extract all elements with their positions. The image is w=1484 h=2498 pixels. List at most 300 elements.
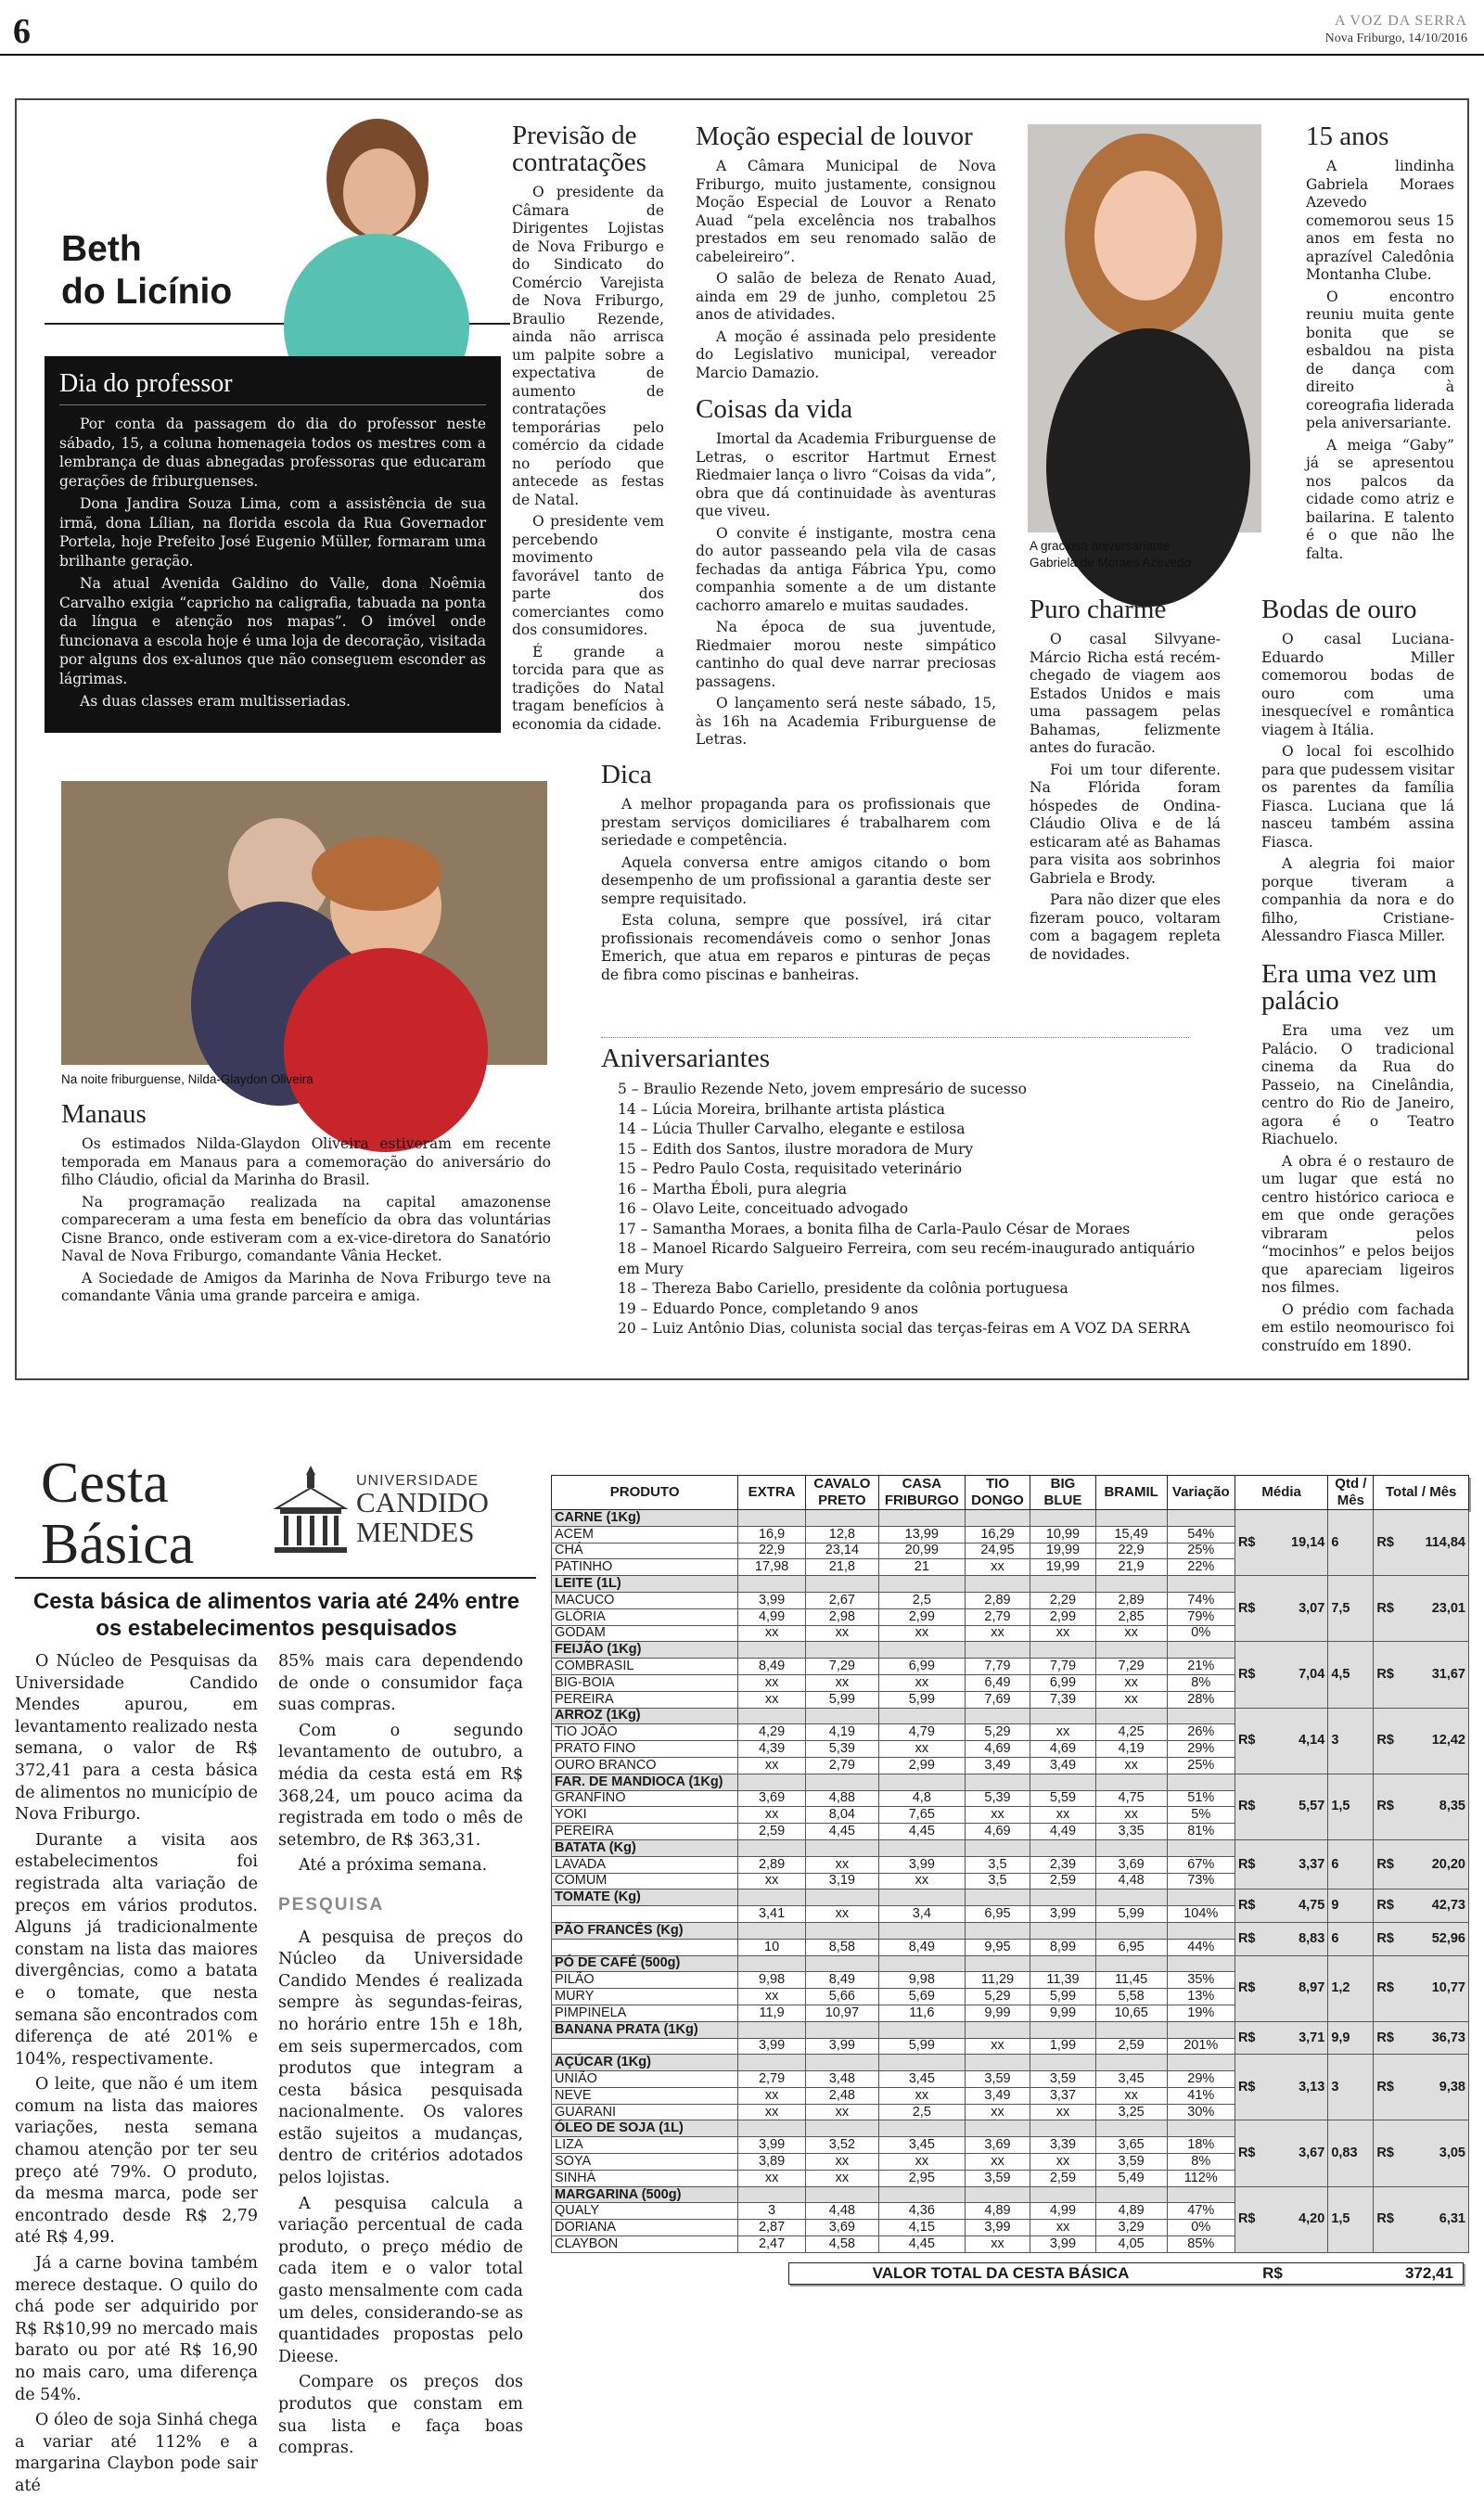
gabriela-caption: A graciosa aniversariante Gabriela de Moraes Azevedo: [1030, 539, 1192, 570]
puro-paragraph: O casal Silvyane-Márcio Richa está recém-chegado de viagem aos Estados Unidos e mais uma passagem pelas Bahamas, felizmente antes do furacão.: [1030, 631, 1221, 756]
price-cell: 3,4: [878, 1906, 965, 1923]
qtd-cell: 3: [1328, 2055, 1374, 2120]
bodas-section: [1261, 596, 1454, 950]
price-cell: xx: [965, 1807, 1030, 1824]
price-cell: 11,45: [1095, 1972, 1167, 1989]
bodas-paragraph: O local foi escolhido para que pudessem visitar os parentes da família Fiasca. Luciana que lá nasceu também assina Fiasca.: [1261, 743, 1454, 851]
price-cell: xx: [878, 1873, 965, 1890]
price-cell: 19,99: [1030, 1543, 1095, 1559]
cesta-rule: [15, 1577, 536, 1579]
dia-professor-title: Dia do professor: [59, 369, 486, 405]
quinze-section: [1306, 122, 1454, 567]
price-cell: 7,79: [965, 1659, 1030, 1675]
bodas-paragraph: O casal Luciana-Eduardo Miller comemorou bodas de ouro com uma inesquecível e romântica viagem à Itália.: [1261, 631, 1454, 738]
price-cell: 2,85: [1095, 1608, 1167, 1625]
media-cell: R$ 4,75: [1235, 1890, 1327, 1923]
variation-cell: 47%: [1167, 2203, 1235, 2220]
price-cell: 3,45: [1095, 2071, 1167, 2088]
price-cell: 3,99: [1030, 1906, 1095, 1923]
price-cell: 3,49: [1030, 1757, 1095, 1774]
price-cell: 4,19: [1095, 1741, 1167, 1758]
price-cell: xx: [878, 2087, 965, 2104]
variation-cell: 19%: [1167, 2005, 1235, 2021]
product-name-cell: [552, 2038, 738, 2055]
price-cell: xx: [805, 1674, 878, 1691]
price-cell: xx: [1095, 1807, 1167, 1824]
category-label: FAR. DE MANDIOCA (1Kg): [552, 1774, 738, 1790]
bodas-paragraph: A alegria foi maior porque tiveram a companhia da nora e do filho, Cristiane-Alessandro Fiasca Miller.: [1261, 855, 1454, 944]
dia-professor-paragraph: Dona Jandira Souza Lima, com a assistência de sua irmã, dona Lílian, na florida escola da Rua Governador Portela, hoje Prefeito José Eugenio Müller, formaram uma brilhante geração.: [59, 495, 486, 570]
list-item: 16 – Olavo Leite, conceituado advogado: [618, 1200, 909, 1217]
mocao-section: [696, 122, 996, 753]
price-cell: 3,52: [805, 2137, 878, 2154]
price-cell: xx: [738, 1674, 806, 1691]
previsao-paragraph: O presidente vem percebendo movimento favorável tanto de parte dos comerciantes como dos consumidores.: [512, 513, 664, 638]
total-cell: R$ 52,96: [1374, 1922, 1469, 1955]
table-category-row: [552, 1576, 1469, 1593]
price-cell: 8,99: [1030, 1939, 1095, 1955]
product-name-cell: NEVE: [552, 2087, 738, 2104]
price-cell: 3,59: [965, 2071, 1030, 2088]
price-cell: xx: [805, 1856, 878, 1873]
table-category-row: [552, 1890, 1469, 1906]
variation-cell: 74%: [1167, 1592, 1235, 1608]
price-cell: 22,9: [738, 1543, 806, 1559]
price-cell: 3,49: [965, 2087, 1030, 2104]
price-cell: 4,25: [1095, 1724, 1167, 1741]
variation-cell: 81%: [1167, 1824, 1235, 1840]
total-cell: R$ 10,77: [1374, 1955, 1469, 2021]
price-cell: 12,8: [805, 1526, 878, 1543]
price-cell: 8,49: [878, 1939, 965, 1955]
price-cell: 3,99: [878, 1856, 965, 1873]
price-cell: 3,99: [805, 2038, 878, 2055]
price-cell: 11,6: [878, 2005, 965, 2021]
price-cell: 4,48: [805, 2203, 878, 2220]
price-cell: 3: [738, 2203, 806, 2220]
price-cell: 5,39: [965, 1790, 1030, 1807]
price-cell: 21,9: [1095, 1559, 1167, 1576]
qtd-cell: 0,83: [1328, 2120, 1374, 2186]
product-name-cell: PRATO FINO: [552, 1741, 738, 1758]
couple-photo: [61, 781, 547, 1065]
product-name-cell: [552, 1906, 738, 1923]
price-cell: 10,99: [1030, 1526, 1095, 1543]
price-cell: xx: [738, 2087, 806, 2104]
price-cell: 6,99: [878, 1659, 965, 1675]
dia-professor-paragraph: Na atual Avenida Galdino do Valle, dona Noêmia Carvalho exigia “capricho na caligrafia, tabuada na ponta da língua e atenção nos mapas”. O imóvel onde funcionava a escola hoje é uma loja de decoração, visitada por alguns dos ex-alunos que não conseguem esconder as lágrimas.: [59, 575, 486, 687]
qtd-cell: 6: [1328, 1922, 1374, 1955]
price-cell: 9,95: [965, 1939, 1030, 1955]
dateline: Nova Friburgo, 14/10/2016: [1324, 32, 1467, 45]
price-cell: xx: [965, 2038, 1030, 2055]
price-cell: 7,79: [1030, 1659, 1095, 1675]
price-cell: 5,58: [1095, 1989, 1167, 2005]
price-cell: 2,95: [878, 2170, 965, 2186]
palacio-paragraph: Era uma vez um Palácio. O tradicional cinema da Rua do Passeio, na Cinelândia, centro do Rio de Janeiro, agora é o Teatro Riachuelo.: [1261, 1022, 1454, 1147]
price-cell: 2,59: [1030, 1873, 1095, 1890]
variation-cell: 0%: [1167, 1625, 1235, 1642]
puro-paragraph: Foi um tour diferente. Na Flórida foram hóspedes de Ondina-Cláudio Oliva e de lá esticaram até as Bahamas para visita aos sobrinhos Gabriela e Brody.: [1030, 761, 1221, 887]
product-name-cell: GUARANI: [552, 2104, 738, 2120]
cesta-paragraph: Compare os preços dos produtos que constam em sua lista e faça boas compras.: [278, 2373, 523, 2458]
price-cell: 7,69: [965, 1691, 1030, 1708]
price-cell: xx: [738, 2104, 806, 2120]
price-cell: 2,87: [738, 2220, 806, 2236]
table-category-row: [552, 1774, 1469, 1790]
manaus-section: [61, 1100, 551, 1310]
table-category-row: [552, 1510, 1469, 1527]
price-cell: 3,25: [1095, 2104, 1167, 2120]
price-cell: 3,35: [1095, 1824, 1167, 1840]
price-cell: 4,69: [965, 1741, 1030, 1758]
price-cell: 2,5: [878, 2104, 965, 2120]
palacio-paragraph: O prédio com fachada em estilo neomourisco foi construído em 1890.: [1261, 1300, 1454, 1354]
price-cell: 9,98: [738, 1972, 806, 1989]
category-label: PÓ DE CAFÉ (500g): [552, 1955, 738, 1972]
price-cell: 10: [738, 1939, 806, 1955]
price-cell: 11,9: [738, 2005, 806, 2021]
product-name-cell: YOKI: [552, 1807, 738, 1824]
price-cell: 3,69: [965, 2137, 1030, 2154]
mocao-paragraph: A Câmara Municipal de Nova Friburgo, muito justamente, consignou Moção Especial de Louvor a Renato Auad “pela excelência nos trabalhos prestados em seu renomado salão de cabeleireiro”.: [696, 158, 996, 265]
table-category-row: [552, 2055, 1469, 2071]
variation-cell: 0%: [1167, 2220, 1235, 2236]
coisas-title: Coisas da vida: [696, 394, 853, 424]
price-cell: 3,41: [738, 1906, 806, 1923]
price-cell: xx: [965, 2154, 1030, 2171]
total-cell: R$ 9,38: [1374, 2055, 1469, 2120]
col-header-big: BIG BLUE: [1030, 1476, 1095, 1510]
category-label: AÇÚCAR (1Kg): [552, 2055, 738, 2071]
list-item: 18 – Thereza Babo Cariello, presidente da colônia portuguesa: [618, 1280, 1068, 1297]
product-name-cell: GRANFINO: [552, 1790, 738, 1807]
puro-section: [1030, 596, 1221, 967]
col-header-extra: EXTRA: [738, 1476, 806, 1510]
cesta-paragraph: Já a carne bovina também merece destaque. O quilo do chá pode ser adquirido por R$ R$10,99 no mercado mais barato ou por até R$ 16,90 no mais caro, uma diferença de 54%.: [15, 2254, 258, 2404]
product-name-cell: COMBRASIL: [552, 1659, 738, 1675]
product-name-cell: GODAM: [552, 1625, 738, 1642]
price-cell: 3,37: [1030, 2087, 1095, 2104]
price-cell: 22,9: [1095, 1543, 1167, 1559]
price-cell: 3,5: [965, 1856, 1030, 1873]
total-cell: R$ 36,73: [1374, 2021, 1469, 2055]
building-icon: [269, 1460, 352, 1560]
category-label: TOMATE (Kg): [552, 1890, 738, 1906]
variation-cell: 5%: [1167, 1807, 1235, 1824]
price-cell: xx: [965, 2104, 1030, 2120]
price-cell: xx: [878, 1625, 965, 1642]
price-cell: 4,49: [1030, 1824, 1095, 1840]
cesta-total-bar: [788, 2262, 1464, 2285]
media-cell: R$ 3,13: [1235, 2055, 1327, 2120]
table-category-row: [552, 2021, 1469, 2038]
variation-cell: 18%: [1167, 2137, 1235, 2154]
price-cell: 8,04: [805, 1807, 878, 1824]
price-cell: 4,75: [1095, 1790, 1167, 1807]
price-cell: xx: [965, 1625, 1030, 1642]
variation-cell: 26%: [1167, 1724, 1235, 1741]
product-name-cell: PEREIRA: [552, 1824, 738, 1840]
price-cell: 3,69: [738, 1790, 806, 1807]
price-cell: xx: [805, 2104, 878, 2120]
total-cell: R$ 31,67: [1374, 1642, 1469, 1708]
table-category-row: [552, 1642, 1469, 1659]
price-cell: 8,49: [738, 1659, 806, 1675]
product-name-cell: PATINHO: [552, 1559, 738, 1576]
price-cell: 5,29: [965, 1724, 1030, 1741]
table-category-row: [552, 2120, 1469, 2137]
price-cell: 2,99: [878, 1757, 965, 1774]
price-cell: 7,65: [878, 1807, 965, 1824]
price-cell: 2,99: [878, 1608, 965, 1625]
cesta-paragraph: 85% mais cara dependendo de onde o consumidor faça suas compras.: [278, 1652, 523, 1715]
price-cell: xx: [805, 1625, 878, 1642]
table-header-row: [552, 1476, 1469, 1510]
dica-title: Dica: [601, 760, 652, 789]
quinze-paragraph: A lindinha Gabriela Moraes Azevedo comemorou seus 15 anos em festa no aprazível Caledônia Montanha Clube.: [1306, 158, 1454, 283]
col-header-tio: TIO DONGO: [965, 1476, 1030, 1510]
list-item: 18 – Manoel Ricardo Salgueiro Ferreira, com seu recém-inaugurado antiquário em Mury: [618, 1240, 1196, 1277]
price-cell: 3,19: [805, 1873, 878, 1890]
price-cell: 2,79: [805, 1757, 878, 1774]
price-cell: 6,95: [965, 1906, 1030, 1923]
product-name-cell: MACUCO: [552, 1592, 738, 1608]
qtd-cell: 9: [1328, 1890, 1374, 1923]
price-cell: 3,45: [878, 2071, 965, 2088]
price-cell: 2,5: [878, 1592, 965, 1608]
palacio-paragraph: A obra é o restauro de um lugar que está no centro histórico carioca e em que onde gerações vibraram pelos “mocinhos” e pelos beijos que apareciam ligeiros nos filmes.: [1261, 1152, 1454, 1296]
price-cell: 2,48: [805, 2087, 878, 2104]
variation-cell: 25%: [1167, 1543, 1235, 1559]
price-cell: xx: [1030, 1724, 1095, 1741]
price-cell: 4,99: [1030, 2203, 1095, 2220]
qtd-cell: 1,5: [1328, 1774, 1374, 1839]
price-cell: 6,99: [1030, 1674, 1095, 1691]
cesta-total-value: 372,41: [1405, 2263, 1453, 2282]
media-cell: R$ 3,71: [1235, 2021, 1327, 2055]
product-name-cell: PIMPINELA: [552, 2005, 738, 2021]
list-item: 15 – Edith dos Santos, ilustre moradora de Mury: [618, 1140, 974, 1158]
price-cell: 3,89: [738, 2154, 806, 2171]
price-cell: 6,95: [1095, 1939, 1167, 1955]
price-cell: 5,59: [1030, 1790, 1095, 1807]
dica-paragraph: Esta coluna, sempre que possível, irá citar profissionais recomendáveis como o senhor Jonas Emerich, que atua em reparos e pinturas de peças de fibra como piscinas e banheiras.: [601, 912, 991, 983]
total-cell: R$ 20,20: [1374, 1839, 1469, 1889]
palacio-section: [1261, 961, 1454, 1359]
product-name-cell: UNIÃO: [552, 2071, 738, 2088]
aniversariantes-title: Aniversariantes: [601, 1044, 770, 1073]
variation-cell: 41%: [1167, 2087, 1235, 2104]
price-cell: 10,97: [805, 2005, 878, 2021]
variation-cell: 73%: [1167, 1873, 1235, 1890]
table-category-row: [552, 1708, 1469, 1724]
media-cell: R$ 8,83: [1235, 1922, 1327, 1955]
dica-paragraph: A melhor propaganda para os profissionais que prestam serviços domiciliares é trabalharem com seriedade e competência.: [601, 796, 991, 849]
price-cell: 4,45: [878, 2236, 965, 2253]
price-cell: xx: [738, 1807, 806, 1824]
mocao-paragraph: O salão de beleza de Renato Auad, ainda em 29 de junho, completou 25 anos de atividades.: [696, 270, 996, 323]
media-cell: R$ 19,14: [1235, 1510, 1327, 1576]
price-cell: 5,99: [878, 2038, 965, 2055]
category-label: CARNE (1Kg): [552, 1510, 738, 1527]
price-table-wrap: [551, 1475, 1469, 2285]
price-cell: 23,14: [805, 1543, 878, 1559]
price-cell: 4,8: [878, 1790, 965, 1807]
media-cell: R$ 4,20: [1235, 2186, 1327, 2252]
price-cell: xx: [1095, 1691, 1167, 1708]
col-header-cavalo: CAVALO PRETO: [805, 1476, 878, 1510]
variation-cell: 29%: [1167, 2071, 1235, 2088]
product-name-cell: PILÃO: [552, 1972, 738, 1989]
dia-professor-box: [45, 356, 501, 733]
variation-cell: 28%: [1167, 1691, 1235, 1708]
media-cell: R$ 8,97: [1235, 1955, 1327, 2021]
cesta-paragraph: O óleo de soja Sinhá chega a variar até 112% e a margarina Claybon pode sair até: [15, 2411, 258, 2495]
variation-cell: 22%: [1167, 1559, 1235, 1576]
pesquisa-title: PESQUISA: [278, 1894, 385, 1915]
qtd-cell: 1,5: [1328, 2186, 1374, 2252]
qtd-cell: 4,5: [1328, 1642, 1374, 1708]
media-cell: R$ 3,07: [1235, 1576, 1327, 1642]
price-cell: 5,39: [805, 1741, 878, 1758]
table-category-row: [552, 1839, 1469, 1856]
price-cell: 2,99: [1030, 1608, 1095, 1625]
price-cell: 2,59: [1095, 2038, 1167, 2055]
price-cell: 5,99: [1095, 1906, 1167, 1923]
price-cell: 3,59: [965, 2170, 1030, 2186]
price-cell: 3,48: [805, 2071, 878, 2088]
product-name-cell: CLAYBON: [552, 2236, 738, 2253]
price-cell: 2,67: [805, 1592, 878, 1608]
price-cell: 2,47: [738, 2236, 806, 2253]
price-cell: 2,29: [1030, 1592, 1095, 1608]
price-cell: xx: [1030, 1625, 1095, 1642]
total-cell: R$ 23,01: [1374, 1576, 1469, 1642]
price-cell: 3,99: [738, 1592, 806, 1608]
product-name-cell: CHÁ: [552, 1543, 738, 1559]
product-name-cell: GLÓRIA: [552, 1608, 738, 1625]
col-header-variacao: Variação: [1167, 1476, 1235, 1510]
price-cell: 19,99: [1030, 1559, 1095, 1576]
price-cell: xx: [1030, 1807, 1095, 1824]
table-category-row: [552, 2186, 1469, 2203]
price-cell: 2,89: [1095, 1592, 1167, 1608]
price-cell: 10,65: [1095, 2005, 1167, 2021]
product-name-cell: OURO BRANCO: [552, 1757, 738, 1774]
category-label: PÃO FRANCÊS (Kg): [552, 1922, 738, 1939]
qtd-cell: 7,5: [1328, 1576, 1374, 1642]
price-cell: 9,99: [965, 2005, 1030, 2021]
price-cell: 2,79: [738, 2071, 806, 2088]
variation-cell: 30%: [1167, 2104, 1235, 2120]
previsao-paragraph: É grande a torcida para que as tradições do Natal tragam benefícios à economia da cidade.: [512, 643, 664, 733]
variation-cell: 112%: [1167, 2170, 1235, 2186]
brand-label: A VOZ DA SERRA: [1334, 13, 1467, 29]
category-label: MARGARINA (500g): [552, 2186, 738, 2203]
price-cell: xx: [1030, 2104, 1095, 2120]
price-cell: 16,9: [738, 1526, 806, 1543]
total-cell: R$ 42,73: [1374, 1890, 1469, 1923]
dia-professor-paragraph: As duas classes eram multisseriadas.: [80, 693, 351, 710]
price-cell: xx: [805, 2170, 878, 2186]
price-table: [551, 1475, 1469, 2253]
price-cell: xx: [738, 1691, 806, 1708]
cesta-paragraph: O Núcleo de Pesquisas da Universidade Candido Mendes apurou, em levantamento realizado nesta semana, o valor de R$ 372,41 para a cesta básica de alimentos no município de Nova Friburgo.: [15, 1652, 258, 1825]
dica-section: [601, 761, 991, 988]
variation-cell: 21%: [1167, 1659, 1235, 1675]
qtd-cell: 6: [1328, 1510, 1374, 1576]
qtd-cell: 1,2: [1328, 1955, 1374, 2021]
price-cell: 7,39: [1030, 1691, 1095, 1708]
price-cell: xx: [738, 1757, 806, 1774]
price-cell: xx: [878, 1741, 965, 1758]
price-cell: 2,59: [1030, 2170, 1095, 2186]
total-cell: R$ 12,42: [1374, 1708, 1469, 1774]
price-cell: 3,99: [738, 2137, 806, 2154]
mocao-title: Moção especial de louvor: [696, 122, 973, 151]
cesta-paragraph: Durante a visita aos estabelecimentos foi registrada alta variação de preços em vários produtos. Alguns já tradicionalmente constam na lista das maiores divergências, como a batata e o tomate, que nesta semana são encontrados com diferença de até 201% e 104%, respectivamente.: [15, 1830, 258, 2069]
price-cell: 2,98: [805, 1608, 878, 1625]
price-cell: 15,49: [1095, 1526, 1167, 1543]
price-cell: xx: [738, 1625, 806, 1642]
variation-cell: 13%: [1167, 1989, 1235, 2005]
qtd-cell: 9,9: [1328, 2021, 1374, 2055]
price-cell: 4,45: [805, 1824, 878, 1840]
price-cell: 2,89: [965, 1592, 1030, 1608]
total-cell: R$ 6,31: [1374, 2186, 1469, 2252]
list-item: 15 – Pedro Paulo Costa, requisitado veterinário: [618, 1160, 963, 1177]
previsao-section: [512, 122, 664, 737]
price-cell: xx: [738, 2170, 806, 2186]
price-cell: xx: [1030, 2154, 1095, 2171]
aniversariantes-section: [601, 1044, 1204, 1339]
page-number: 6: [13, 12, 31, 51]
price-cell: 5,66: [805, 1989, 878, 2005]
list-item: 14 – Lúcia Moreira, brilhante artista plástica: [618, 1100, 945, 1118]
price-cell: 5,99: [878, 1691, 965, 1708]
manaus-paragraph: Na programação realizada na capital amazonense compareceram a uma festa em benefício da obra das voluntárias Cisne Branco, onde estiveram com a ex-vice-diretora do Sanatório Naval de Nova Friburgo, comandante Vânia Hecket.: [61, 1193, 551, 1264]
list-item: 14 – Lúcia Thuller Carvalho, elegante e estilosa: [618, 1121, 966, 1137]
variation-cell: 8%: [1167, 2154, 1235, 2171]
qtd-cell: 6: [1328, 1839, 1374, 1889]
col-header-total: Total / Mês: [1374, 1476, 1469, 1510]
price-cell: 24,95: [965, 1543, 1030, 1559]
variation-cell: 44%: [1167, 1939, 1235, 1955]
price-cell: 4,69: [965, 1824, 1030, 1840]
list-item: 17 – Samantha Moraes, a bonita filha de Carla-Paulo César de Moraes: [618, 1220, 1131, 1237]
variation-cell: 104%: [1167, 1906, 1235, 1923]
quinze-title: 15 anos: [1306, 122, 1389, 151]
price-cell: 4,89: [1095, 2203, 1167, 2220]
cesta-col2: [278, 1651, 523, 2458]
previsao-paragraph: O presidente da Câmara de Dirigentes Lojistas de Nova Friburgo e do Sindicato do Comércio Varejista de Nova Friburgo, Braulio Rezende, ainda não arrisca um palpite sobre a expectativa de aumento de contratações temporárias pelo comércio da cidade no período que antecede as festas de Natal.: [512, 184, 664, 508]
price-cell: 4,36: [878, 2203, 965, 2220]
media-cell: R$ 3,67: [1235, 2120, 1327, 2186]
product-name-cell: SOYA: [552, 2154, 738, 2171]
cesta-headline: Cesta básica de alimentos varia até 24% entre os estabelecimentos pesquisados: [32, 1589, 520, 1641]
price-cell: xx: [965, 2236, 1030, 2253]
palacio-title: Era uma vez um palácio: [1261, 959, 1438, 1016]
media-cell: R$ 4,14: [1235, 1708, 1327, 1774]
variation-cell: 79%: [1167, 1608, 1235, 1625]
variation-cell: 51%: [1167, 1790, 1235, 1807]
price-cell: xx: [1095, 1757, 1167, 1774]
price-cell: 3,99: [1030, 2236, 1095, 2253]
quinze-paragraph: A meiga “Gaby” já se apresentou nos palcos da cidade como atriz e bailarina. E talento é o que não lhe falta.: [1306, 436, 1454, 562]
variation-cell: 35%: [1167, 1972, 1235, 1989]
product-name-cell: MURY: [552, 1989, 738, 2005]
